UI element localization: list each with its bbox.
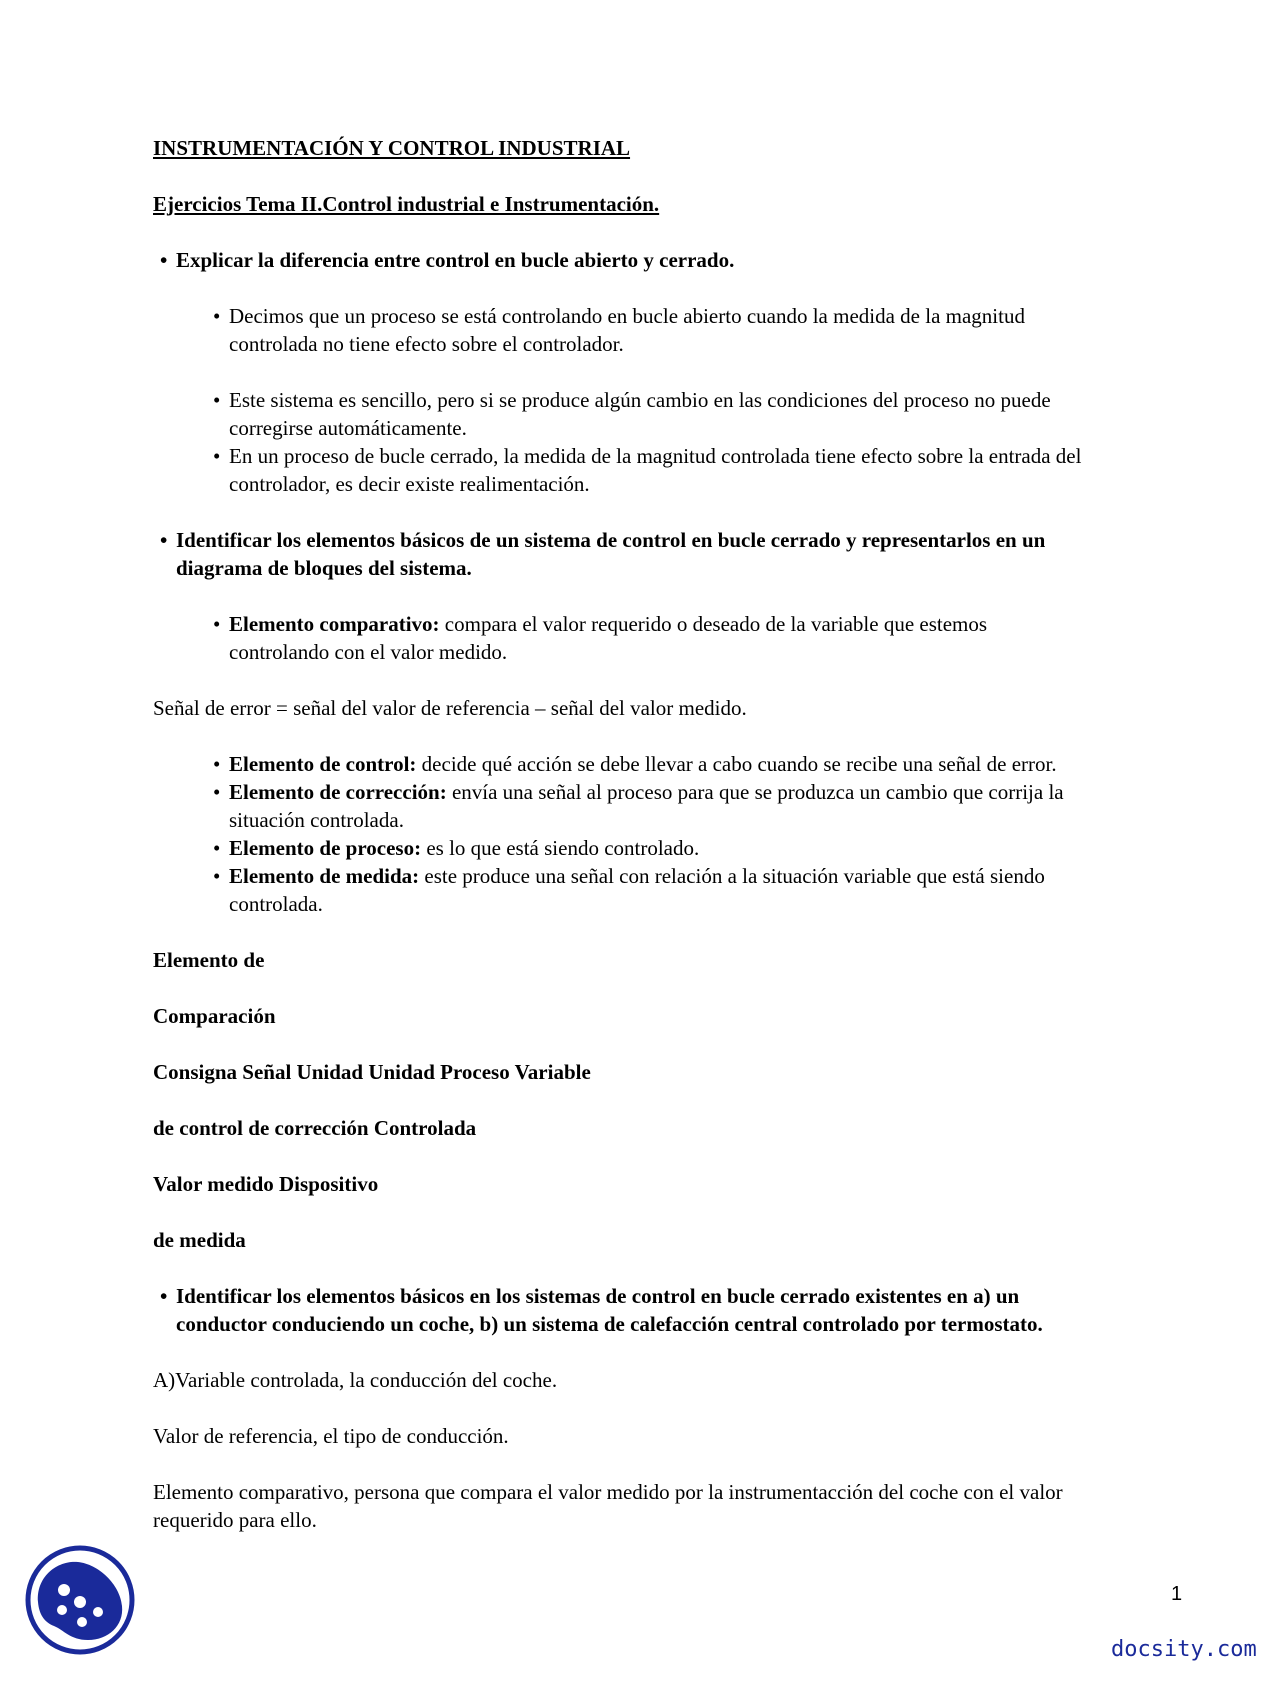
bullet: • <box>213 304 221 328</box>
element-text: decide qué acción se debe llevar a cabo cuando se recibe una señal de error. <box>416 752 1057 776</box>
element-text: envía una señal al proceso para que se produzca un cambio que corrija la <box>446 780 1064 804</box>
element-label: Elemento de medida: <box>229 864 420 888</box>
diagram-text-2: Comparación <box>153 1004 276 1028</box>
error-formula: Señal de error = señal del valor de referencia – señal del valor medido. <box>153 696 747 720</box>
bullet: • <box>213 780 221 804</box>
document-title: INSTRUMENTACIÓN Y CONTROL INDUSTRIAL <box>153 136 631 160</box>
bullet: • <box>160 528 168 552</box>
answer-1-item-3 <box>213 442 1081 470</box>
bullet: • <box>213 836 221 860</box>
element-correccion-cont: situación controlada. <box>229 808 404 832</box>
brand-link[interactable]: docsity.com <box>1111 1637 1257 1662</box>
question-3-cont: conductor conduciendo un coche, b) un sistema de calefacción central controlado por termostato. <box>176 1312 1043 1336</box>
question-3 <box>160 1282 1019 1310</box>
element-label: Elemento comparativo: <box>229 612 440 636</box>
bullet: • <box>213 864 221 888</box>
docsity-logo-icon[interactable] <box>24 1544 136 1656</box>
answer-1-item-2-cont: corregirse automáticamente. <box>229 416 467 440</box>
answer-1-item-2 <box>213 386 1051 414</box>
diagram-text-6: de medida <box>153 1228 246 1252</box>
element-label: Elemento de corrección: <box>229 780 447 804</box>
bullet: • <box>160 248 168 272</box>
diagram-text-5: Valor medido Dispositivo <box>153 1172 379 1196</box>
element-comparativo-cont: controlando con el valor medido. <box>229 640 508 664</box>
element-control <box>213 750 1057 778</box>
element-label: Elemento de proceso: <box>229 836 422 860</box>
document-subtitle: Ejercicios Tema II.Control industrial e Instrumentación. <box>153 192 660 216</box>
element-label: Elemento de control: <box>229 752 417 776</box>
answer-1-item-3-cont: controlador, es decir existe realimentación. <box>229 472 590 496</box>
question-2-cont: diagrama de bloques del sistema. <box>176 556 472 580</box>
diagram-text-4: de control de corrección Controlada <box>153 1116 477 1140</box>
element-medida <box>213 862 1045 890</box>
bullet: • <box>213 388 221 412</box>
element-proceso <box>213 834 699 862</box>
question-2-text: Identificar los elementos básicos de un sistema de control en bucle cerrado y representarlos en un <box>176 528 1046 552</box>
bullet: • <box>213 752 221 776</box>
answer-1-item-1-cont: controlada no tiene efecto sobre el controlador. <box>229 332 624 356</box>
answer-3-paragraph-3-cont: requerido para ello. <box>153 1508 317 1532</box>
question-2 <box>160 526 1045 554</box>
answer-3-paragraph-3: Elemento comparativo, persona que compara el valor medido por la instrumentacción del coche con el valor <box>153 1480 1063 1504</box>
docsity-logo-svg <box>24 1544 136 1656</box>
answer-3-paragraph-1: A)Variable controlada, la conducción del coche. <box>153 1368 558 1392</box>
answer-3-paragraph-2: Valor de referencia, el tipo de conducción. <box>153 1424 509 1448</box>
diagram-text-3: Consigna Señal Unidad Unidad Proceso Variable <box>153 1060 591 1084</box>
answer-text: Este sistema es sencillo, pero si se produce algún cambio en las condiciones del proceso no puede <box>229 388 1051 412</box>
page-number: 1 <box>1171 1583 1183 1605</box>
question-1-text: Explicar la diferencia entre control en bucle abierto y cerrado. <box>176 248 735 272</box>
question-1 <box>160 246 734 274</box>
element-text: este produce una señal con relación a la situación variable que está siendo <box>419 864 1045 888</box>
bullet: • <box>213 612 221 636</box>
element-text: es lo que está siendo controlado. <box>421 836 700 860</box>
element-correccion <box>213 778 1064 806</box>
diagram-text-1: Elemento de <box>153 948 265 972</box>
element-text: compara el valor requerido o deseado de la variable que estemos <box>439 612 988 636</box>
question-3-text: Identificar los elementos básicos en los sistemas de control en bucle cerrado existentes en a) un <box>176 1284 1020 1308</box>
element-medida-cont: controlada. <box>229 892 323 916</box>
answer-text: Decimos que un proceso se está controlando en bucle abierto cuando la medida de la magnitud <box>229 304 1025 328</box>
bullet: • <box>160 1284 168 1308</box>
bullet: • <box>213 444 221 468</box>
answer-1-item-1 <box>213 302 1025 330</box>
answer-text: En un proceso de bucle cerrado, la medida de la magnitud controlada tiene efecto sobre la entrada del <box>229 444 1082 468</box>
element-comparativo <box>213 610 987 638</box>
